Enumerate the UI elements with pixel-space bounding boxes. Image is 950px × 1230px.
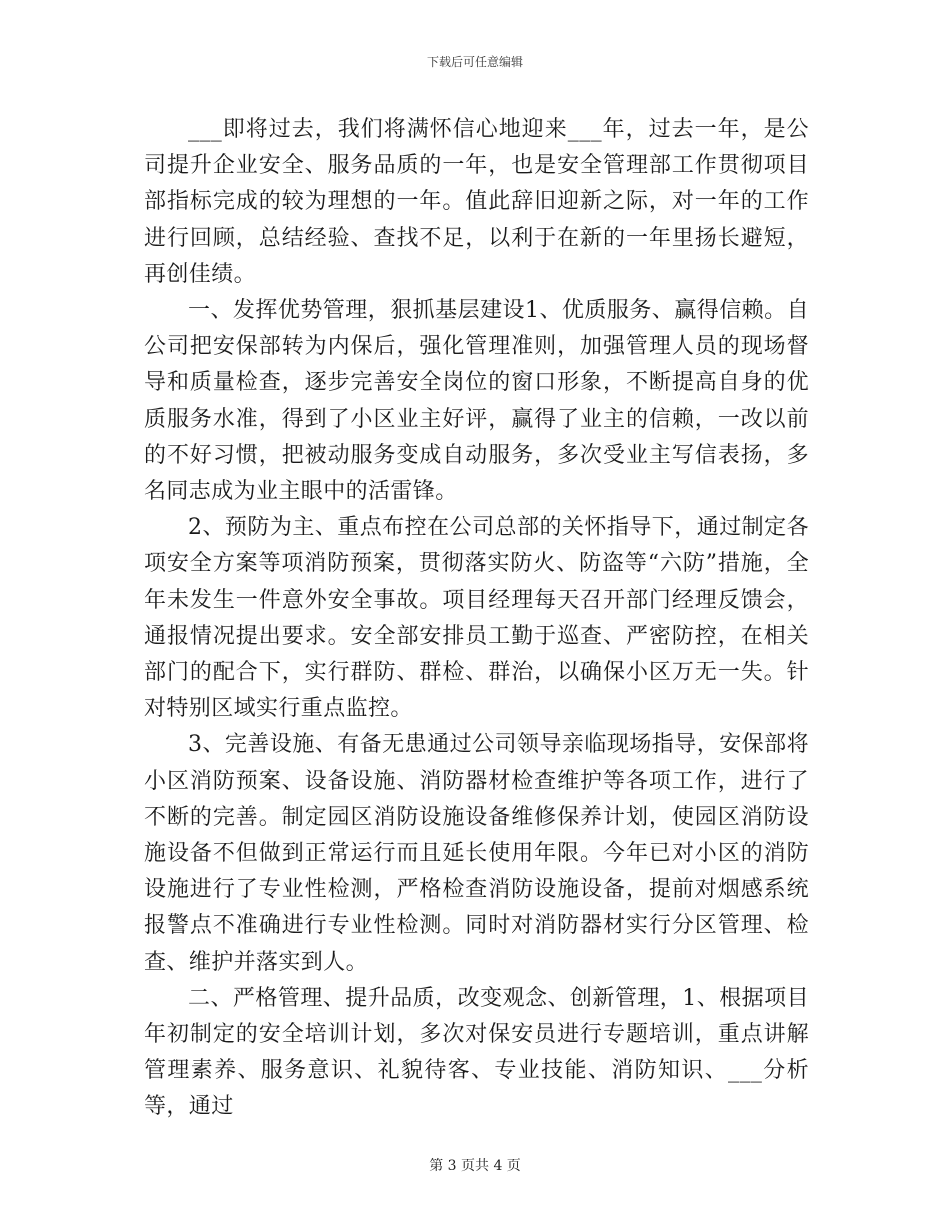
paragraph-section-2: 2、预防为主、重点布控在公司总部的关怀指导下，通过制定各项安全方案等项消防预案，贯彻落实防火、防盗等“六防”措施，全年未发生一件意外安全事故。项目经理每天召开部门经理反馈会，通报情况提出要求。安全部安排员工勤于巡查、严密防控，在相关部门的配合下，实行群防、群检、群治，以确保小区万无一失。针对特别区域实行重点监控。 [144,515,809,722]
paragraph-section-1: 一、发挥优势管理，狠抓基层建设1、优质服务、赢得信赖。自公司把安保部转为内保后，强化管理准则，加强管理人员的现场督导和质量检查，逐步完善安全岗位的窗口形象，不断提高自身的优质服务水准，得到了小区业主好评，赢得了业主的信赖，一改以前的不好习惯，把被动服务变成自动服务，多次受业主写信表扬，多名同志成为业主眼中的活雷锋。 [144,298,809,505]
page-number: 第 3 页共 4 页 [429,1158,521,1174]
paragraph-intro: ___即将过去，我们将满怀信心地迎来___年，过去一年，是公司提升企业安全、服务品质的一年，也是安全管理部工作贯彻项目部指标完成的较为理想的一年。值此辞旧迎新之际，对一年的工作进行回顾，总结经验、查找不足，以利于在新的一年里扬长避短，再创佳绩。 [144,117,809,287]
paragraph-section-3: 3、完善设施、有备无患通过公司领导亲临现场指导，安保部将小区消防预案、设备设施、消防器材检查维护等各项工作，进行了不断的完善。制定园区消防设施设备维修保养计划，使园区消防设施设备不但做到正常运行而且延长使用年限。今年已对小区的消防设施进行了专业性检测，严格检查消防设施设备，提前对烟感系统报警点不准确进行专业性检测。同时对消防器材实行分区管理、检查、维护并落实到人。 [144,732,809,975]
document-body [144,112,809,1126]
paragraph-section-4: 二、严格管理、提升品质，改变观念、创新管理，1、根据项目年初制定的安全培训计划，多次对保安员进行专题培训，重点讲解管理素养、服务意识、礼貌待客、专业技能、消防知识、___分析等，通过 [144,985,809,1120]
page-header: 下载后可任意编辑 [426,55,523,69]
